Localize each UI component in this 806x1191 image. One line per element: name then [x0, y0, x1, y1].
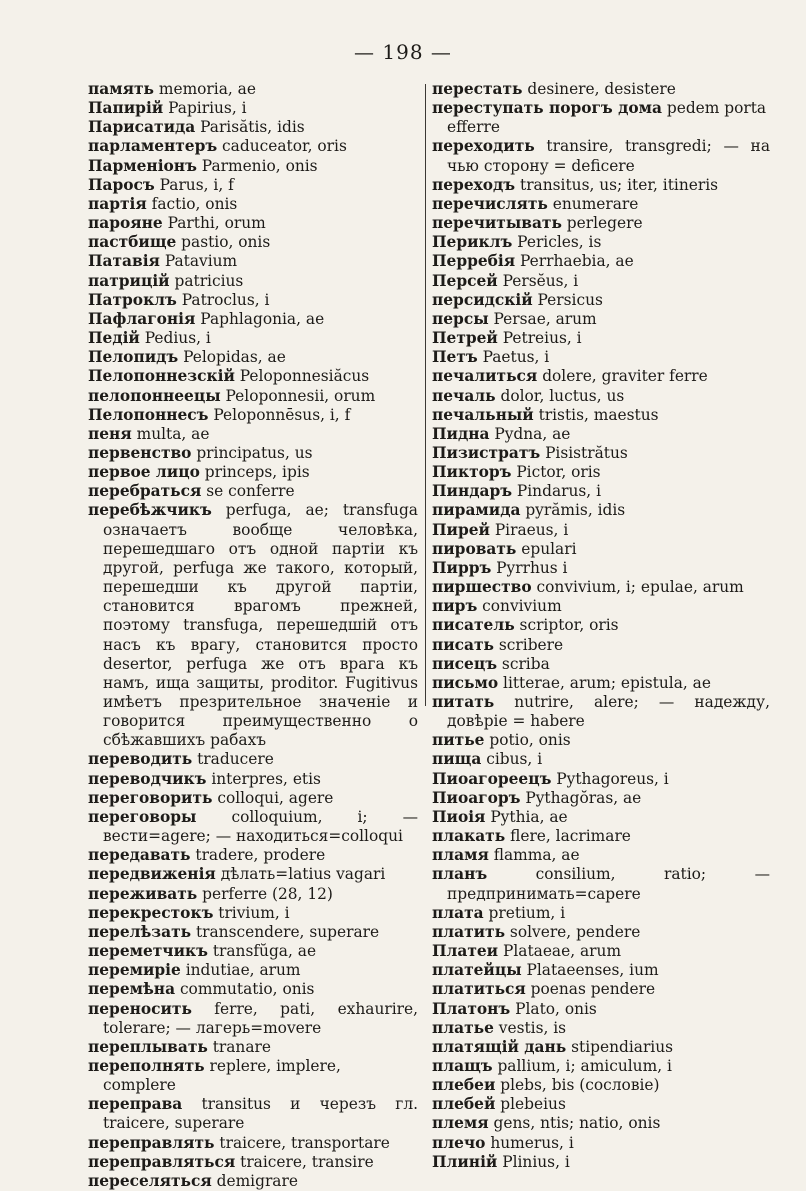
entry-translation: Patavium [159, 252, 238, 271]
dictionary-entry [432, 233, 770, 252]
dictionary-entry [88, 99, 418, 118]
entry-translation: cibus, i [481, 750, 543, 769]
entry-headword: племя [432, 1114, 489, 1133]
entry-headword: письмо [432, 673, 499, 692]
dictionary-entry [88, 923, 418, 942]
entry-translation: transcendere, superare [191, 922, 380, 941]
entry-translation: Parthi, orum [162, 214, 266, 233]
entry-headword: Пиоія [432, 807, 486, 826]
entry-headword: Пелопоннесъ [88, 405, 209, 424]
entry-translation: Plataeenses, ium [521, 961, 659, 980]
entry-headword: переполнять [88, 1056, 205, 1075]
entry-headword: пировать [432, 539, 517, 558]
entry-translation: indutiae, arum [180, 961, 301, 980]
entry-headword: переметчикъ [88, 942, 208, 961]
entry-translation: patricius [169, 271, 244, 290]
entry-translation: vestis, is [493, 1018, 567, 1037]
dictionary-entry [88, 1134, 418, 1153]
dictionary-entry [88, 214, 418, 233]
entry-translation: Pindarus, i [512, 482, 602, 501]
entry-translation: traicere, transire [235, 1152, 374, 1171]
entry-headword: печальный [432, 405, 534, 424]
dictionary-entry [432, 99, 770, 137]
dictionary-entry [88, 1095, 418, 1133]
dictionary-entry [88, 1000, 418, 1038]
dictionary-entry [88, 367, 418, 386]
dictionary-entry [432, 750, 770, 769]
entry-headword: пеня [88, 424, 132, 443]
dictionary-entry [432, 252, 770, 271]
entry-headword: писатель [432, 616, 515, 635]
entry-headword: перемѣна [88, 980, 176, 999]
dictionary-entry [432, 1153, 770, 1172]
entry-translation: flamma, ae [488, 846, 580, 865]
entry-headword: память [88, 80, 154, 98]
entry-translation: pretium, i [483, 903, 566, 922]
dictionary-entry [432, 176, 770, 195]
entry-headword: Пиоагореецъ [432, 769, 552, 788]
dictionary-entry [88, 482, 418, 501]
entry-headword: плата [432, 903, 484, 922]
entry-translation: tranare [207, 1037, 271, 1056]
dictionary-entry [88, 444, 418, 463]
entry-headword: перекрестокъ [88, 903, 214, 922]
entry-translation: humerus, i [485, 1133, 574, 1152]
dictionary-entry [88, 348, 418, 367]
dictionary-entry [88, 387, 418, 406]
dictionary-entry [88, 501, 418, 750]
dictionary-entry [88, 885, 418, 904]
dictionary-entry [432, 272, 770, 291]
entry-headword: платить [432, 922, 506, 941]
entry-headword: Парменіонъ [88, 156, 197, 175]
entry-translation: Pythagoreus, i [551, 769, 669, 788]
entry-translation: transitus и черезъ гл. traicere, superare [103, 1095, 418, 1133]
entry-headword: переходъ [432, 175, 516, 194]
dictionary-entry [432, 1134, 770, 1153]
entry-headword: Педій [88, 329, 140, 348]
entry-translation: potio, onis [484, 731, 571, 750]
entry-translation: interpres, etis [206, 769, 321, 788]
entry-translation: Pelopidas, ae [178, 348, 286, 367]
entry-translation: epulari [516, 539, 577, 558]
page-number: — 198 — [354, 40, 452, 64]
entry-translation: perlegere [561, 214, 643, 233]
dictionary-entry [432, 463, 770, 482]
dictionary-entry [432, 80, 770, 99]
dictionary-entry [88, 157, 418, 176]
dictionary-entry [88, 176, 418, 195]
entry-headword: плечо [432, 1133, 486, 1152]
dictionary-entry [432, 808, 770, 827]
dictionary-entry [88, 310, 418, 329]
entry-translation: scribere [494, 635, 564, 654]
entry-headword: пламя [432, 846, 489, 865]
entry-headword: переговоры [88, 807, 197, 826]
entry-translation: memoria, ae [153, 80, 256, 98]
entry-headword: переговорить [88, 788, 213, 807]
dictionary-entry [432, 846, 770, 865]
entry-headword: платье [432, 1018, 494, 1037]
entry-headword: перечислять [432, 194, 548, 213]
entry-headword: передавать [88, 846, 191, 865]
entry-translation: consilium, ratio; — предпринимать=capere [447, 865, 770, 903]
entry-translation: Plato, onis [510, 999, 597, 1018]
entry-translation: traicere, transportare [214, 1133, 390, 1152]
entry-headword: Перребія [432, 252, 516, 271]
dictionary-entry [432, 348, 770, 367]
dictionary-entry [88, 961, 418, 980]
dictionary-entry [432, 1076, 770, 1095]
dictionary-entry [88, 80, 418, 99]
entry-headword: первое лицо [88, 463, 200, 482]
entry-translation: plebs, bis (сословіе) [495, 1076, 660, 1095]
entry-headword: Пикторъ [432, 463, 512, 482]
entry-headword: Паросъ [88, 175, 155, 194]
entry-headword: Периклъ [432, 233, 513, 252]
entry-headword: переправа [88, 1095, 183, 1114]
entry-headword: Платеи [432, 942, 499, 961]
entry-headword: пирамида [432, 501, 521, 520]
entry-headword: партія [88, 194, 147, 213]
entry-translation: Paphlagonia, ae [195, 309, 325, 328]
entry-headword: писецъ [432, 654, 498, 673]
entry-translation: dolere, graviter ferre [537, 367, 708, 386]
dictionary-entry [432, 444, 770, 463]
dictionary-entry [88, 1038, 418, 1057]
entry-translation: Patroclus, i [176, 290, 270, 309]
entry-headword: парояне [88, 214, 163, 233]
dictionary-entry [88, 252, 418, 271]
dictionary-entry [432, 195, 770, 214]
left-column [88, 80, 418, 1191]
entry-translation: Peloponnesiăcus [234, 367, 370, 386]
entry-translation: Persae, arum [488, 309, 597, 328]
entry-translation: nutrire, alere; — надежду, довѣріе = habere [447, 693, 770, 731]
entry-translation: traducere [192, 750, 274, 769]
entry-translation: Peloponnēsus, i, f [208, 405, 351, 424]
entry-headword: Петъ [432, 348, 478, 367]
entry-translation: trivium, i [213, 903, 290, 922]
dictionary-entry [432, 1114, 770, 1133]
entry-headword: персы [432, 309, 489, 328]
dictionary-entry [88, 137, 418, 156]
entry-headword: переправляться [88, 1152, 236, 1171]
entry-translation: Plinius, i [497, 1152, 570, 1171]
dictionary-entry [432, 214, 770, 233]
entry-translation: demigrare [211, 1171, 298, 1190]
dictionary-entry [432, 636, 770, 655]
entry-translation: pedem porta efferre [447, 99, 767, 137]
dictionary-entry [432, 367, 770, 386]
entry-translation: factio, onis [146, 194, 238, 213]
entry-headword: парламентеръ [88, 137, 218, 156]
entry-headword: переживать [88, 884, 198, 903]
entry-headword: Пелопидъ [88, 348, 179, 367]
dictionary-entry [432, 616, 770, 635]
entry-headword: перечитывать [432, 214, 562, 233]
entry-translation: principatus, us [191, 443, 313, 462]
entry-headword: Пафлагонія [88, 309, 196, 328]
entry-headword: первенство [88, 443, 192, 462]
dictionary-entry [88, 942, 418, 961]
entry-translation: transire, transgredi; — на чью сторону = deficere [447, 137, 770, 175]
entry-translation: Persĕus, i [497, 271, 579, 290]
dictionary-entry [88, 195, 418, 214]
entry-headword: плебей [432, 1095, 496, 1114]
entry-headword: печалиться [432, 367, 538, 386]
entry-headword: пиръ [432, 597, 478, 616]
entry-headword: перебѣжчикъ [88, 501, 212, 520]
entry-translation: perferre (28, 12) [197, 884, 333, 903]
dictionary-entry [88, 463, 418, 482]
entry-translation: pastio, onis [176, 233, 271, 252]
dictionary-entry [432, 1038, 770, 1057]
entry-headword: персидскій [432, 290, 533, 309]
entry-headword: Патроклъ [88, 290, 177, 309]
dictionary-entry [432, 521, 770, 540]
entry-translation: scriba [497, 654, 550, 673]
entry-headword: питье [432, 731, 485, 750]
entry-headword: питать [432, 693, 495, 711]
entry-headword: Пизистратъ [432, 443, 541, 462]
entry-translation: transfŭga, ae [207, 942, 317, 961]
entry-translation: Parmenio, onis [196, 156, 318, 175]
entry-headword: планъ [432, 865, 488, 884]
entry-translation: Pedius, i [139, 329, 211, 348]
entry-translation: Parisătis, idis [195, 118, 305, 137]
entry-headword: Петрей [432, 329, 498, 348]
dictionary-entry [432, 827, 770, 846]
entry-translation: multa, ae [131, 424, 210, 443]
entry-headword: плакать [432, 827, 506, 846]
dictionary-entry [88, 750, 418, 769]
dictionary-entry [432, 540, 770, 559]
entry-translation: transitus, us; iter, itineris [515, 175, 719, 194]
dictionary-entry [88, 865, 418, 884]
dictionary-entry [432, 865, 770, 903]
entry-translation: Plataeae, arum [498, 942, 622, 961]
dictionary-entry [432, 329, 770, 348]
dictionary-entry [432, 559, 770, 578]
entry-headword: переводчикъ [88, 769, 207, 788]
entry-translation: scriptor, oris [514, 616, 619, 635]
entry-translation: pyrămis, idis [520, 501, 626, 520]
entry-headword: перелѣзать [88, 922, 192, 941]
dictionary-entry [88, 1057, 418, 1095]
entry-headword: переступать порогъ дома [432, 99, 662, 118]
entry-headword: переплывать [88, 1037, 208, 1056]
dictionary-entry [432, 789, 770, 808]
entry-headword: Патавія [88, 252, 160, 271]
entry-translation: tristis, maestus [533, 405, 659, 424]
entry-headword: пиршество [432, 578, 532, 597]
entry-translation: perfuga, ae; transfuga означаетъ вообще человѣка, перешедшаго отъ одной партіи къ другой, perfuga же такого, который, перешедши къ другой партіи, становится врагомъ прежней, поэтому transfuga, перешедшій отъ насъ къ врагу, становится просто desertor, perfuga же отъ врага къ намъ, ища защиты, proditor. Fugitivus имѣетъ презрительное значеніе и говорится преимущественно о сбѣжавшихъ рабахъ [103, 501, 418, 750]
entry-headword: Платонъ [432, 999, 511, 1018]
entry-translation: poenas pendere [525, 980, 656, 999]
entry-headword: патрицій [88, 271, 170, 290]
dictionary-entry [432, 655, 770, 674]
dictionary-entry [88, 808, 418, 846]
entry-headword: платящій дань [432, 1037, 567, 1056]
entry-translation: Persicus [532, 290, 603, 309]
dictionary-entry [432, 406, 770, 425]
dictionary-entry [88, 118, 418, 137]
dictionary-entry [432, 425, 770, 444]
dictionary-entry [88, 770, 418, 789]
entry-translation: colloquium, i; — вести=agere; — находиться=colloqui [103, 807, 418, 846]
dictionary-entry [432, 310, 770, 329]
dictionary-entry [88, 406, 418, 425]
dictionary-entry [432, 578, 770, 597]
entry-headword: Пирръ [432, 558, 492, 577]
dictionary-entry [432, 674, 770, 693]
dictionary-entry [432, 387, 770, 406]
entry-headword: платейцы [432, 961, 522, 980]
column-divider [425, 84, 426, 706]
dictionary-entry [88, 980, 418, 999]
entry-translation: pallium, i; amiculum, i [492, 1056, 672, 1075]
entry-translation: Peloponnesii, orum [220, 386, 376, 405]
entry-translation: Pisistrătus [540, 443, 628, 462]
entry-translation: enumerare [547, 194, 639, 213]
dictionary-entry [88, 233, 418, 252]
entry-headword: переводить [88, 750, 193, 769]
entry-headword: Пиндаръ [432, 482, 513, 501]
entry-translation: se conferre [201, 482, 295, 501]
entry-translation: дѣлать=latius vagari [215, 865, 386, 884]
entry-translation: princeps, ipis [199, 463, 310, 482]
dictionary-entry [432, 1000, 770, 1019]
entry-headword: писать [432, 635, 495, 654]
entry-translation: commutatio, onis [175, 980, 315, 999]
entry-headword: передвиженія [88, 865, 216, 884]
entry-translation: Pythia, ae [485, 807, 568, 826]
entry-headword: Папирій [88, 99, 164, 118]
entry-headword: печаль [432, 386, 496, 405]
entry-headword: пелопоннеецы [88, 386, 221, 405]
entry-headword: пища [432, 750, 482, 769]
entry-headword: пастбище [88, 233, 177, 252]
entry-headword: Парисатида [88, 118, 196, 137]
dictionary-entry [432, 501, 770, 520]
entry-translation: flere, lacrimare [505, 827, 631, 846]
entry-translation: solvere, pendere [505, 922, 641, 941]
dictionary-entry [88, 904, 418, 923]
entry-headword: переносить [88, 999, 192, 1018]
entry-translation: Pictor, oris [511, 463, 601, 482]
entry-translation: gens, ntis; natio, onis [488, 1114, 661, 1133]
entry-translation: caduceator, oris [217, 137, 347, 156]
dictionary-entry [88, 272, 418, 291]
entry-headword: переселяться [88, 1171, 212, 1190]
dictionary-entry [432, 961, 770, 980]
entry-translation: convivium, i; epulae, arum [531, 578, 744, 597]
dictionary-entry [432, 731, 770, 750]
entry-translation: colloqui, agere [212, 788, 334, 807]
dictionary-entry [88, 291, 418, 310]
dictionary-entry [432, 1019, 770, 1038]
entry-translation: Perrhaebia, ae [515, 252, 634, 271]
entry-headword: Пелопоннезскій [88, 367, 235, 386]
entry-translation: tradere, prodere [190, 846, 326, 865]
entry-translation: Pythagŏras, ae [520, 788, 642, 807]
entry-translation: Piraeus, i [489, 520, 569, 539]
entry-headword: плащъ [432, 1056, 493, 1075]
entry-headword: Пиоагоръ [432, 788, 521, 807]
entry-headword: переходить [432, 137, 535, 156]
dictionary-entry [432, 1057, 770, 1076]
dictionary-entry [432, 942, 770, 961]
dictionary-entry [432, 770, 770, 789]
dictionary-entry [88, 1172, 418, 1191]
dictionary-entry [88, 846, 418, 865]
dictionary-entry [432, 923, 770, 942]
dictionary-entry [432, 693, 770, 731]
entry-translation: stipendiarius [566, 1037, 674, 1056]
entry-translation: Pydna, ae [489, 424, 571, 443]
entry-headword: плебеи [432, 1076, 496, 1095]
entry-translation: convivium [477, 597, 562, 616]
dictionary-entry [432, 1095, 770, 1114]
entry-headword: перестать [432, 80, 523, 98]
entry-translation: Pericles, is [512, 233, 602, 252]
entry-translation: plebeius [495, 1095, 566, 1114]
entry-translation: replere, implere, complere [103, 1056, 341, 1095]
entry-headword: переправлять [88, 1133, 215, 1152]
entry-headword: Пирей [432, 520, 490, 539]
entry-translation: Paetus, i [477, 348, 550, 367]
entry-translation: Parus, i, f [154, 175, 234, 194]
entry-headword: платиться [432, 980, 526, 999]
entry-headword: Плиній [432, 1152, 498, 1171]
entry-translation: litterae, arum; epistula, ae [498, 673, 711, 692]
dictionary-entry [432, 291, 770, 310]
entry-headword: Персей [432, 271, 498, 290]
entry-translation: Petreius, i [497, 329, 582, 348]
entry-translation: ferre, pati, exhaurire, tolerare; — лагерь=movere [103, 999, 418, 1037]
entry-headword: Пидна [432, 424, 490, 443]
dictionary-entry [88, 329, 418, 348]
dictionary-entry [432, 980, 770, 999]
entry-translation: Papirius, i [163, 99, 247, 118]
dictionary-entry [88, 425, 418, 444]
dictionary-entry [432, 482, 770, 501]
entry-translation: Pyrrhus i [491, 558, 568, 577]
entry-headword: перебраться [88, 482, 202, 501]
dictionary-entry [88, 1153, 418, 1172]
entry-headword: перемиріе [88, 961, 181, 980]
dictionary-entry [88, 789, 418, 808]
dictionary-entry [432, 597, 770, 616]
entry-translation: desinere, desistere [522, 80, 676, 98]
dictionary-entry [432, 904, 770, 923]
dictionary-entry [432, 137, 770, 175]
entry-translation: dolor, luctus, us [495, 386, 625, 405]
right-column [432, 80, 770, 1172]
